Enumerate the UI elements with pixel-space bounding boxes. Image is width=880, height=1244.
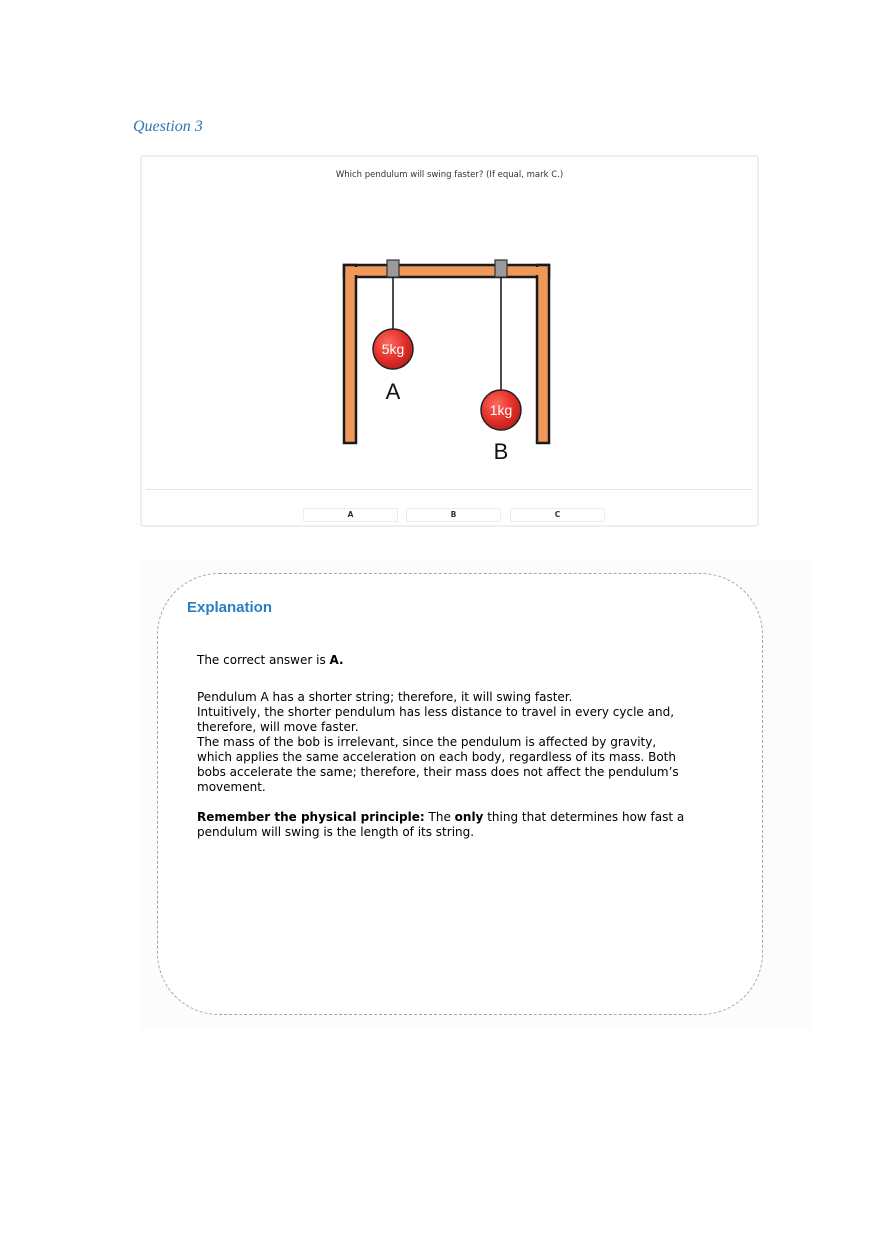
explanation-line: therefore, will move faster. <box>197 720 359 734</box>
principle-pre: The <box>424 810 455 824</box>
principle-emphasis: only <box>454 810 484 824</box>
explanation-body <box>197 653 737 840</box>
explanation-line: movement. <box>197 780 266 794</box>
explanation-line: The mass of the bob is irrelevant, since the pendulum is affected by gravity, <box>197 735 657 749</box>
bob-b-mass: 1kg <box>489 402 513 418</box>
question-heading: Question 3 <box>133 118 203 135</box>
options-divider <box>146 489 753 490</box>
explanation-line: bobs accelerate the same; therefore, their mass does not affect the pendulum’s <box>197 765 679 779</box>
question-prompt: Which pendulum will swing faster? (If equal, mark C.) <box>335 170 564 180</box>
answer-prefix: The correct answer is <box>197 653 330 667</box>
correct-answer-line <box>197 653 737 668</box>
bob-a-mass: 5kg <box>381 341 405 357</box>
bob-b-label: B <box>493 439 509 464</box>
option-a-button[interactable]: A <box>303 508 398 522</box>
principle-line <box>197 810 737 825</box>
bob-a-label: A <box>385 379 401 404</box>
option-b-button[interactable]: B <box>406 508 501 522</box>
pendulum-figure <box>142 157 757 487</box>
explanation-line: Pendulum A has a shorter string; therefore, it will swing faster. <box>197 690 573 704</box>
answer-value: A. <box>329 653 344 667</box>
principle-rest: thing that determines how fast a <box>483 810 685 824</box>
principle-label: Remember the physical principle: <box>197 810 425 824</box>
clamp-a <box>387 260 399 277</box>
explanation-title: Explanation <box>187 599 273 616</box>
clamp-b <box>495 260 507 277</box>
option-c-button[interactable]: C <box>510 508 605 522</box>
question-card <box>140 155 759 527</box>
principle-line-2: pendulum will swing is the length of its string. <box>197 825 475 839</box>
explanation-line: Intuitively, the shorter pendulum has less distance to travel in every cycle and, <box>197 705 675 719</box>
explanation-line: which applies the same acceleration on each body, regardless of its mass. Both <box>197 750 676 764</box>
